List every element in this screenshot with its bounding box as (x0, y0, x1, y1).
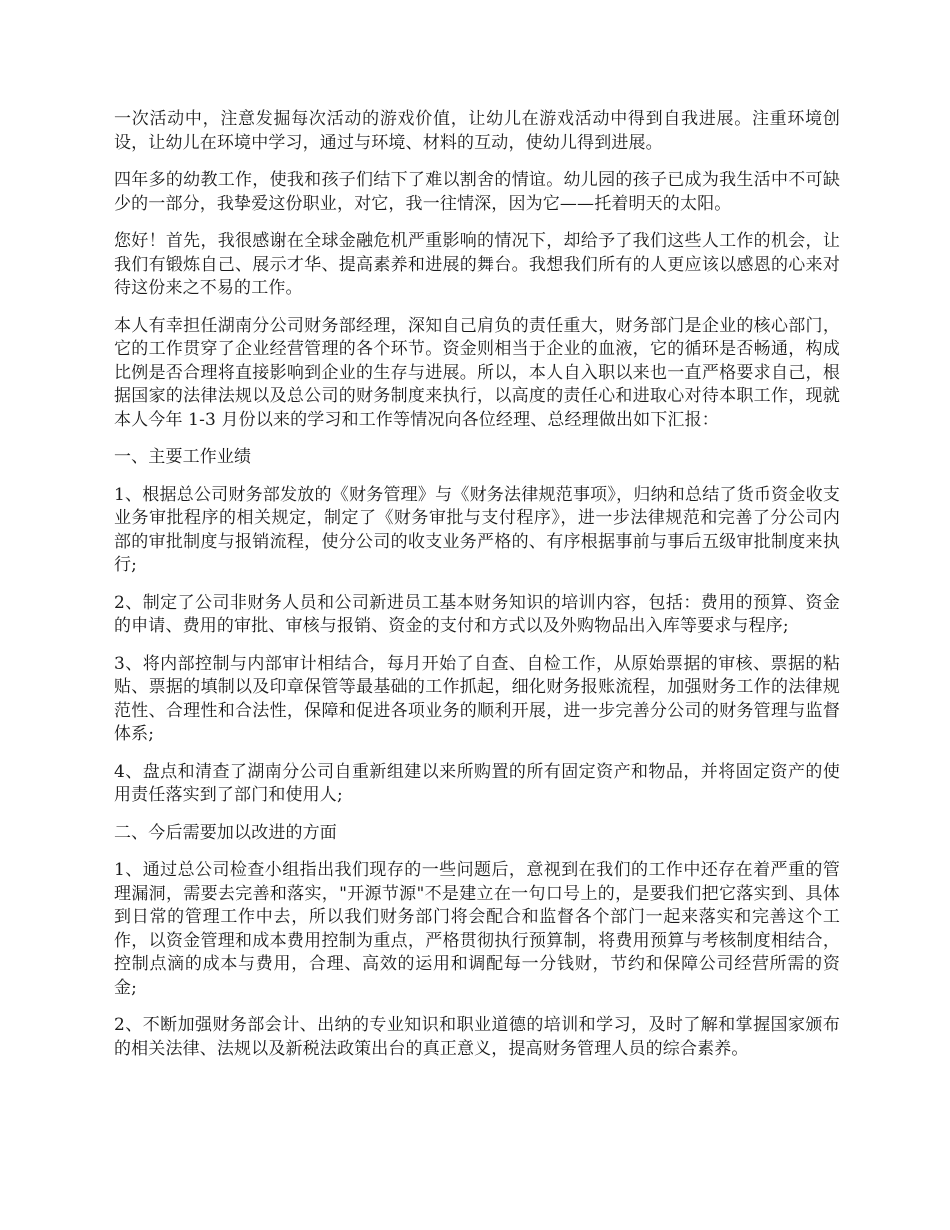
section-heading-improvements: 二、今后需要加以改进的方面 (114, 822, 337, 843)
paragraph-introduction: 本人有幸担任湖南分公司财务部经理，深知自己肩负的责任重大，财务部门是企业的核心部门，它的工作贯穿了企业经营管理的各个环节。资金则相当于企业的血液，它的循环是否畅通，构成比例是否合理将直接影响到企业的生存与进展。所以，本人自入职以来也一直严格要求自己，根据国家的法律法规以及总公司的财务制度来执行，以高度的责任心和进取心对待本职工作，现就本人今年 1-3 月份以来的学习和工作等情况向各位经理、总经理做出如下汇报： (114, 315, 840, 430)
list-item-achievement-3: 3、将内部控制与内部审计相结合，每月开始了自查、自检工作，从原始票据的审核、票据的粘贴、票据的填制以及印章保管等最基础的工作抓起，细化财务报账流程，加强财务工作的法律规范性、合理性和合法性，保障和促进各项业务的顺利开展，进一步完善分公司的财务管理与监督体系; (114, 653, 840, 744)
list-item-improvement-2: 2、不断加强财务部会计、出纳的专业知识和职业道德的培训和学习，及时了解和掌握国家颁布的相关法律、法规以及新税法政策出台的真正意义，提高财务管理人员的综合素养。 (114, 1015, 840, 1059)
section-heading-achievements: 一、主要工作业绩 (114, 447, 252, 467)
paragraph-teaching: 四年多的幼教工作，使我和孩子们结下了难以割舍的情谊。幼儿园的孩子已成为我生活中不可缺少的一部分，我挚爱这份职业，对它，我一往情深，因为它——托着明天的太阳。 (114, 170, 840, 214)
paragraph-activity: 一次活动中，注意发掘每次活动的游戏价值，让幼儿在游戏活动中得到自我进展。注重环境创设，让幼儿在环境中学习，通过与环境、材料的互动，使幼儿得到进展。 (114, 109, 840, 153)
list-item-improvement-1: 1、通过总公司检查小组指出我们现存的一些问题后，意视到在我们的工作中还存在着严重的管理漏洞，需要去完善和落实，"开源节源"不是建立在一句口号上的，是要我们把它落实到、具体到日常的管理工作中去，所以我们财务部门将会配合和监督各个部门一起来落实和完善这个工作，以资金管理和成本费用控制为重点，严格贯彻执行预算制，将费用预算与考核制度相结合，控制点滴的成本与费用，合理、高效的运用和调配每一分钱财，节约和保障公司经营所需的资金; (114, 860, 840, 998)
list-item-achievement-1: 1、根据总公司财务部发放的《财务管理》与《财务法律规范事项》，归纳和总结了货币资金收支业务审批程序的相关规定，制定了《财务审批与支付程序》，进一步法律规范和完善了分公司内部的审批制度与报销流程，使分公司的收支业务严格的、有序根据事前与事后五级审批制度来执行; (114, 484, 840, 575)
document-body (114, 108, 840, 1075)
list-item-achievement-2: 2、制定了公司非财务人员和公司新进员工基本财务知识的培训内容，包括：费用的预算、资金的申请、费用的审批、审核与报销、资金的支付和方式以及外购物品出入库等要求与程序; (114, 592, 840, 636)
paragraph-greeting: 您好！首先，我很感谢在全球金融危机严重影响的情况下，却给予了我们这些人工作的机会，让我们有锻炼自己、展示才华、提高素养和进展的舞台。我想我们所有的人更应该以感恩的心来对待这份来之不易的工作。 (114, 231, 840, 298)
list-item-achievement-4: 4、盘点和清查了湖南分公司自重新组建以来所购置的所有固定资产和物品，并将固定资产的使用责任落实到了部门和使用人; (114, 761, 840, 805)
